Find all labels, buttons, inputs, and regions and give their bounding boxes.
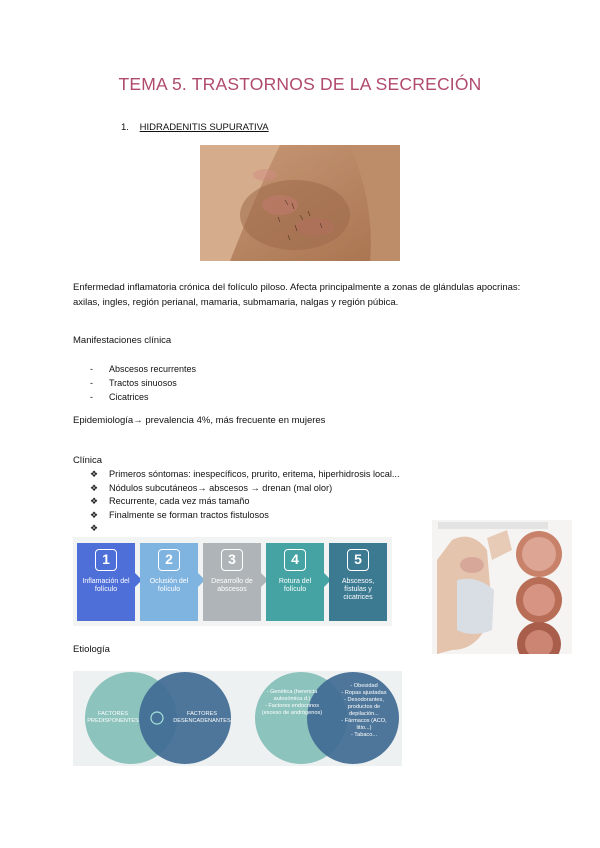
list-item: - Cicatrices [90,392,149,402]
stage-label: Abscesos, fístulas y cicatrices [341,578,375,601]
etiology-venn-diagram [73,671,402,766]
epidemiologia-line [73,415,325,426]
list-item: - Fármacos (ACO, litio...) [341,718,387,731]
intro-paragraph: Enfermedad inflamatoria crónica del folículo piloso. Afecta principalmente a zonas de glándulas apocrinas: axilas, ingles, región perianal, mamaria, submamaria, nalgas y región púbica. [73,282,521,308]
stage-label: Rotura del folículo [278,578,312,593]
clinical-illustration-drawing [432,520,572,654]
stage-box [203,543,261,621]
stages-diagram [73,537,392,626]
list-item: ❖ Primeros sóntomas: inespecíficos, prurito, eritema, hiperhidrosis local... [90,468,400,482]
stage-number: 2 [158,549,180,571]
stage-number: 5 [347,549,369,571]
list-item: ❖ Nódulos subcutáneos→ abscesos → drenan (mal olor) [90,482,400,496]
manifestaciones-list [90,362,196,404]
diamond-bullet-icon: ❖ [90,523,99,534]
list-item: - Factores endocrinos (exceso de andrógenos) [261,703,323,716]
venn-right-label: FACTORES DESENCADENANTES [173,711,231,724]
venn-left-label: FACTORES PREDISPONENTES [87,711,139,724]
stage-box [77,543,135,621]
diamond-bullet-icon: ❖ [90,482,99,493]
list-item: - Tractos sinuosos [90,378,177,388]
stage-label: Inflamación del folículo [82,578,130,593]
manifestaciones-heading: Manifestaciones clínica [73,335,172,346]
section-label: HIDRADENITIS SUPURATIVA [139,122,269,133]
stage-box [329,543,387,621]
desencadenantes-list [335,683,393,739]
diamond-bullet-icon: ❖ [90,496,99,507]
epidemiologia-text: prevalencia 4%, más frecuente en mujeres [142,415,326,426]
list-item: - Obesidad [350,683,378,689]
stage-number: 1 [95,549,117,571]
diamond-bullet-icon: ❖ [90,509,99,520]
axilla-photo-illustration [200,145,400,261]
list-item [90,522,400,536]
diamond-bullet-icon: ❖ [90,469,99,479]
epidemiologia-label: Epidemiología [73,415,134,426]
list-item: ❖ Finalmente se forman tractos fistulosos [90,509,400,523]
list-item: - Ropas ajustadas [341,690,387,696]
list-item: ❖ Recurrente, cada vez más tamaño [90,495,400,509]
predisponentes-list [261,689,323,717]
section-number: 1. [121,122,129,133]
stage-number: 3 [221,549,243,571]
stage-box [140,543,198,621]
section-heading [121,122,269,133]
list-item: - Tabaco... [350,732,377,738]
list-item: - Genética (herencia autosómica d.) [266,689,318,702]
stage-label: Desarrollo de abscesos [211,578,253,593]
list-item: - Desodorantes, productos de depilación... [344,697,384,717]
stage-box [266,543,324,621]
clinica-heading: Clínica [73,455,103,466]
clinica-list [90,468,400,536]
stage-label: Oclusión del folículo [149,578,189,593]
clinical-illustration [432,520,572,654]
axilla-photo [200,145,400,261]
stage-number: 4 [284,549,306,571]
list-item: - Abscesos recurrentes [90,364,197,374]
etiologia-heading: Etiología [73,644,110,655]
arrow-icon: → [133,415,143,426]
page-title: TEMA 5. TRASTORNOS DE LA SECRECIÓN [118,74,482,94]
